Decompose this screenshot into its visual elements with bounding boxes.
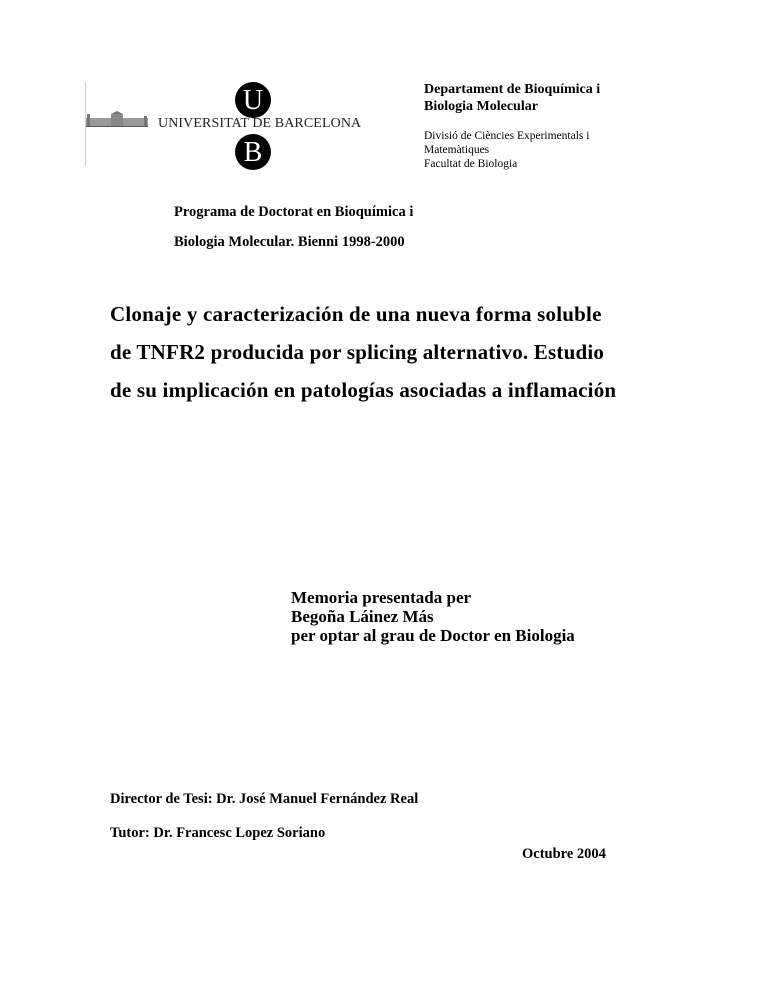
department	[424, 81, 600, 115]
memoria-block	[291, 588, 575, 645]
author-name: Begoña Láinez Más	[291, 607, 434, 626]
memoria-line: Memoria presentada per	[291, 588, 472, 607]
logo-b: B	[235, 134, 271, 170]
division-line: Matemàtiques	[424, 144, 490, 156]
memoria-line: per optar al grau de Doctor en Biologia	[291, 626, 575, 645]
faculty-line: Facultat de Biologia	[424, 158, 518, 170]
thesis-title-line: de su implicación en patologías asociadas a inflamación	[110, 378, 617, 402]
director: Director de Tesi: Dr. José Manuel Fernández Real	[110, 791, 419, 807]
university-building-icon	[86, 110, 148, 130]
program-line: Programa de Doctorat en Bioquímica i	[174, 204, 414, 220]
tutor: Tutor: Dr. Francesc Lopez Soriano	[110, 825, 326, 841]
thesis-title-line: Clonaje y caracterización de una nueva forma soluble	[110, 302, 602, 326]
department-line: Departament de Bioquímica i	[424, 82, 601, 97]
program-line: Biologia Molecular. Bienni 1998-2000	[174, 234, 405, 250]
university-name: UNIVERSITAT DE BARCELONA	[158, 116, 362, 131]
department-line: Biologia Molecular	[424, 99, 538, 114]
logo-u: U	[235, 82, 271, 118]
thesis-title-line: de TNFR2 producida por splicing alternativo. Estudio	[110, 340, 605, 364]
date: Octubre 2004	[522, 846, 606, 862]
division-line: Divisió de Ciències Experimentals i	[424, 130, 590, 142]
division	[424, 129, 589, 171]
